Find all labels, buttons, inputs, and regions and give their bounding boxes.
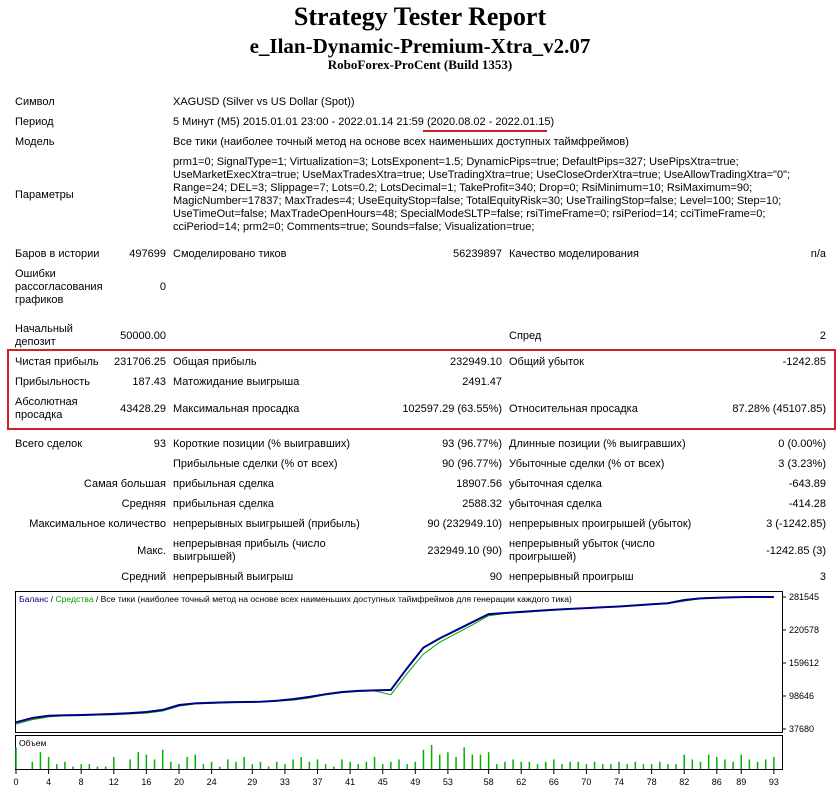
expert-name: e_Ilan-Dynamic-Premium-Xtra_v2.07 [249,34,591,58]
y-tick-label: 220578 [789,625,820,636]
x-tick-label: 16 [141,777,152,787]
max-consec-loss-label-2: проигрышей) [509,551,577,563]
chart-legend [19,594,572,604]
bars-value: 497699 [129,248,166,260]
x-tick-label: 58 [483,777,494,787]
max-count-label: Максимальное количество [29,518,166,530]
gross-loss-value: -1242.85 [782,356,826,368]
x-tick-label: 29 [247,777,258,787]
x-tick-label: 74 [614,777,625,787]
errors-label-2: рассогласования [15,281,103,293]
max-drawdown-label: Максимальная просадка [173,403,300,415]
deposit-value: 50000.00 [120,330,166,342]
profit-trades-label: Прибыльные сделки (% от всех) [173,458,338,470]
largest-label: Самая большая [83,478,166,490]
y-tick-label: 37680 [789,724,815,734]
x-tick-label: 78 [646,777,657,787]
x-tick-label: 53 [442,777,453,787]
server-name: RoboForex-ProCent (Build 1353) [327,57,513,72]
x-tick-label: 82 [679,777,690,787]
period-value [173,116,554,129]
spread-label: Спред [509,330,542,342]
model-value: Все тики (наиболее точный метод на основе всех наименьших доступных таймфреймов) [173,136,629,148]
period-range-underline [423,130,547,132]
report-title: Strategy Tester Report [293,2,547,31]
x-tick-label: 45 [377,777,388,787]
largest-loss-value: -643.89 [788,478,826,490]
max-consec-losses-label: непрерывных проигрышей (убыток) [509,518,692,530]
volume-label: Объем [19,738,47,748]
largest-profit-label: прибыльная сделка [173,478,275,490]
max-consec-profit-value: 232949.10 (90) [427,545,502,557]
symbol-value: XAGUSD (Silver vs US Dollar (Spot)) [173,96,355,108]
x-tick-label: 37 [312,777,323,787]
max-consec-loss-label-1: непрерывный убыток (число [509,538,655,550]
legend-balance: Баланс [19,594,49,604]
period-label: Период [15,116,54,128]
bars-label: Баров в истории [15,248,100,260]
x-tick-label: 4 [46,777,52,787]
avg-consec-wins-label: непрерывный выигрыш [173,571,294,583]
y-axis-ticks [782,592,819,734]
total-trades-label: Всего сделок [15,438,83,450]
deposit-label-1: Начальный [15,323,73,335]
x-tick-label: 66 [548,777,559,787]
params-label: Параметры [15,189,74,201]
long-positions-label: Длинные позиции (% выигравших) [509,438,686,450]
payoff-label: Матожидание выигрыша [173,376,300,388]
deposit-label-2: депозит [15,336,56,348]
max-label: Макс. [137,545,166,557]
net-profit-value: 231706.25 [114,356,166,368]
average-profit-value: 2588.32 [462,498,502,510]
ticks-value: 56239897 [453,248,502,260]
rel-drawdown-label: Относительная просадка [509,403,638,415]
max-consec-losses-value: 3 (-1242.85) [766,518,826,530]
balance-chart [15,591,839,793]
x-tick-label: 12 [108,777,119,787]
chart-main-frame [16,592,783,733]
quality-value: n/a [810,248,826,260]
rel-drawdown-value: 87.28% (45107.85) [732,403,826,415]
x-tick-label: 8 [78,777,84,787]
avg-consec-wins-value: 90 [489,571,502,583]
x-tick-label: 33 [279,777,290,787]
period-range: (2020.08.02 - 2022.01.15) [426,116,555,128]
x-tick-label: 20 [173,777,184,787]
symbol-label: Символ [15,96,55,108]
max-consec-profit-label-2: выигрышей) [173,551,236,563]
max-consec-profit-label-1: непрерывная прибыль (число [173,538,326,550]
errors-label-3: графиков [15,294,64,306]
short-positions-value: 93 (96.77%) [442,438,502,450]
average-label: Средняя [121,498,166,510]
avg-consec-losses-label: непрерывный проигрыш [509,571,634,583]
abs-drawdown-label-2: просадка [15,409,63,421]
gross-profit-label: Общая прибыль [173,356,257,368]
average-profit-label: прибыльная сделка [173,498,275,510]
params-value: prm1=0; SignalType=1; Virtualization=3; LotsExponent=1.5; DynamicPips=true; DefaultPips=327; UsePipsXtra=true; UseMarketExecXtra=true; UseMaxTradesXtra=true; UseTradingXtra=true; UseCloseOrderXtra=true; UseAllowTradingXtra="0"; Range=24; DEL=3; Slippage=7; Lots=0.2; LotsDecimal=1; TakeProfit=340; Drop=0; RsiMinimum=10; RsiMaximum=90; MagicNumber=17837; MaxTrades=4; UseEquityStop=false; TotalEquityRisk=30; UseTrailingStop=false; Level=100; Step=10; UseTimeOut=false; MaxTradeOpenHours=48; SpecialModeSLTP=false; rsiTimeFrame=0; rsiPeriod=14; cciTimeFrame=0; cciPeriod=14; prm2=0; Comments=true; Sounds=false; Visualization=true; [173,156,791,233]
short-positions-label: Короткие позиции (% выигравших) [173,438,351,450]
x-tick-label: 86 [711,777,722,787]
model-label: Модель [15,136,55,148]
legend-sep: / [48,594,56,604]
errors-value: 0 [159,281,166,293]
errors-label-1: Ошибки [15,268,56,280]
max-consec-wins-value: 90 (232949.10) [427,518,502,530]
total-trades-value: 93 [153,438,166,450]
period-text: 5 Минут (M5) 2015.01.01 23:00 - 2022.01.14 21:59 [173,116,424,128]
x-tick-label: 93 [768,777,779,787]
x-tick-label: 89 [736,777,747,787]
x-tick-label: 49 [410,777,421,787]
abs-drawdown-label-1: Абсолютная [15,396,78,408]
legend-rest: / Все тики (наиболее точный метод на основе всех наименьших доступных таймфреймов для генерации каждого тика) [93,594,572,604]
loss-trades-label: Убыточные сделки (% от всех) [509,458,665,470]
y-tick-label: 159612 [789,658,820,669]
average-loss-value: -414.28 [788,498,826,510]
gross-loss-label: Общий убыток [509,356,584,368]
y-tick-label: 98646 [789,691,815,702]
x-tick-label: 41 [345,777,356,787]
avg-consec-label: Средний [121,571,166,583]
average-loss-label: убыточная сделка [509,498,602,510]
payoff-value: 2491.47 [462,376,502,388]
profit-trades-value: 90 (96.77%) [442,458,502,470]
x-tick-label: 0 [13,777,19,787]
loss-trades-value: 3 (3.23%) [778,458,826,470]
x-axis-ticks [13,769,778,787]
profit-factor-label: Прибыльность [15,376,90,388]
long-positions-value: 0 (0.00%) [778,438,826,450]
quality-label: Качество моделирования [509,248,639,260]
y-tick-label: 281545 [789,592,820,602]
x-tick-label: 24 [206,777,217,787]
largest-profit-value: 18907.56 [456,478,502,490]
legend-equity: Средства [55,594,94,604]
x-tick-label: 70 [581,777,592,787]
gross-profit-value: 232949.10 [450,356,502,368]
x-tick-label: 62 [516,777,527,787]
max-consec-loss-value: -1242.85 (3) [766,545,826,557]
profit-factor-value: 187.43 [132,376,166,388]
avg-consec-losses-value: 3 [819,571,826,583]
largest-loss-label: убыточная сделка [509,478,602,490]
spread-value: 2 [819,330,826,342]
ticks-label: Смоделировано тиков [173,248,287,260]
net-profit-label: Чистая прибыль [15,356,99,368]
max-consec-wins-label: непрерывных выигрышей (прибыль) [173,518,360,530]
max-drawdown-value: 102597.29 (63.55%) [402,403,502,415]
abs-drawdown-value: 43428.29 [120,403,166,415]
